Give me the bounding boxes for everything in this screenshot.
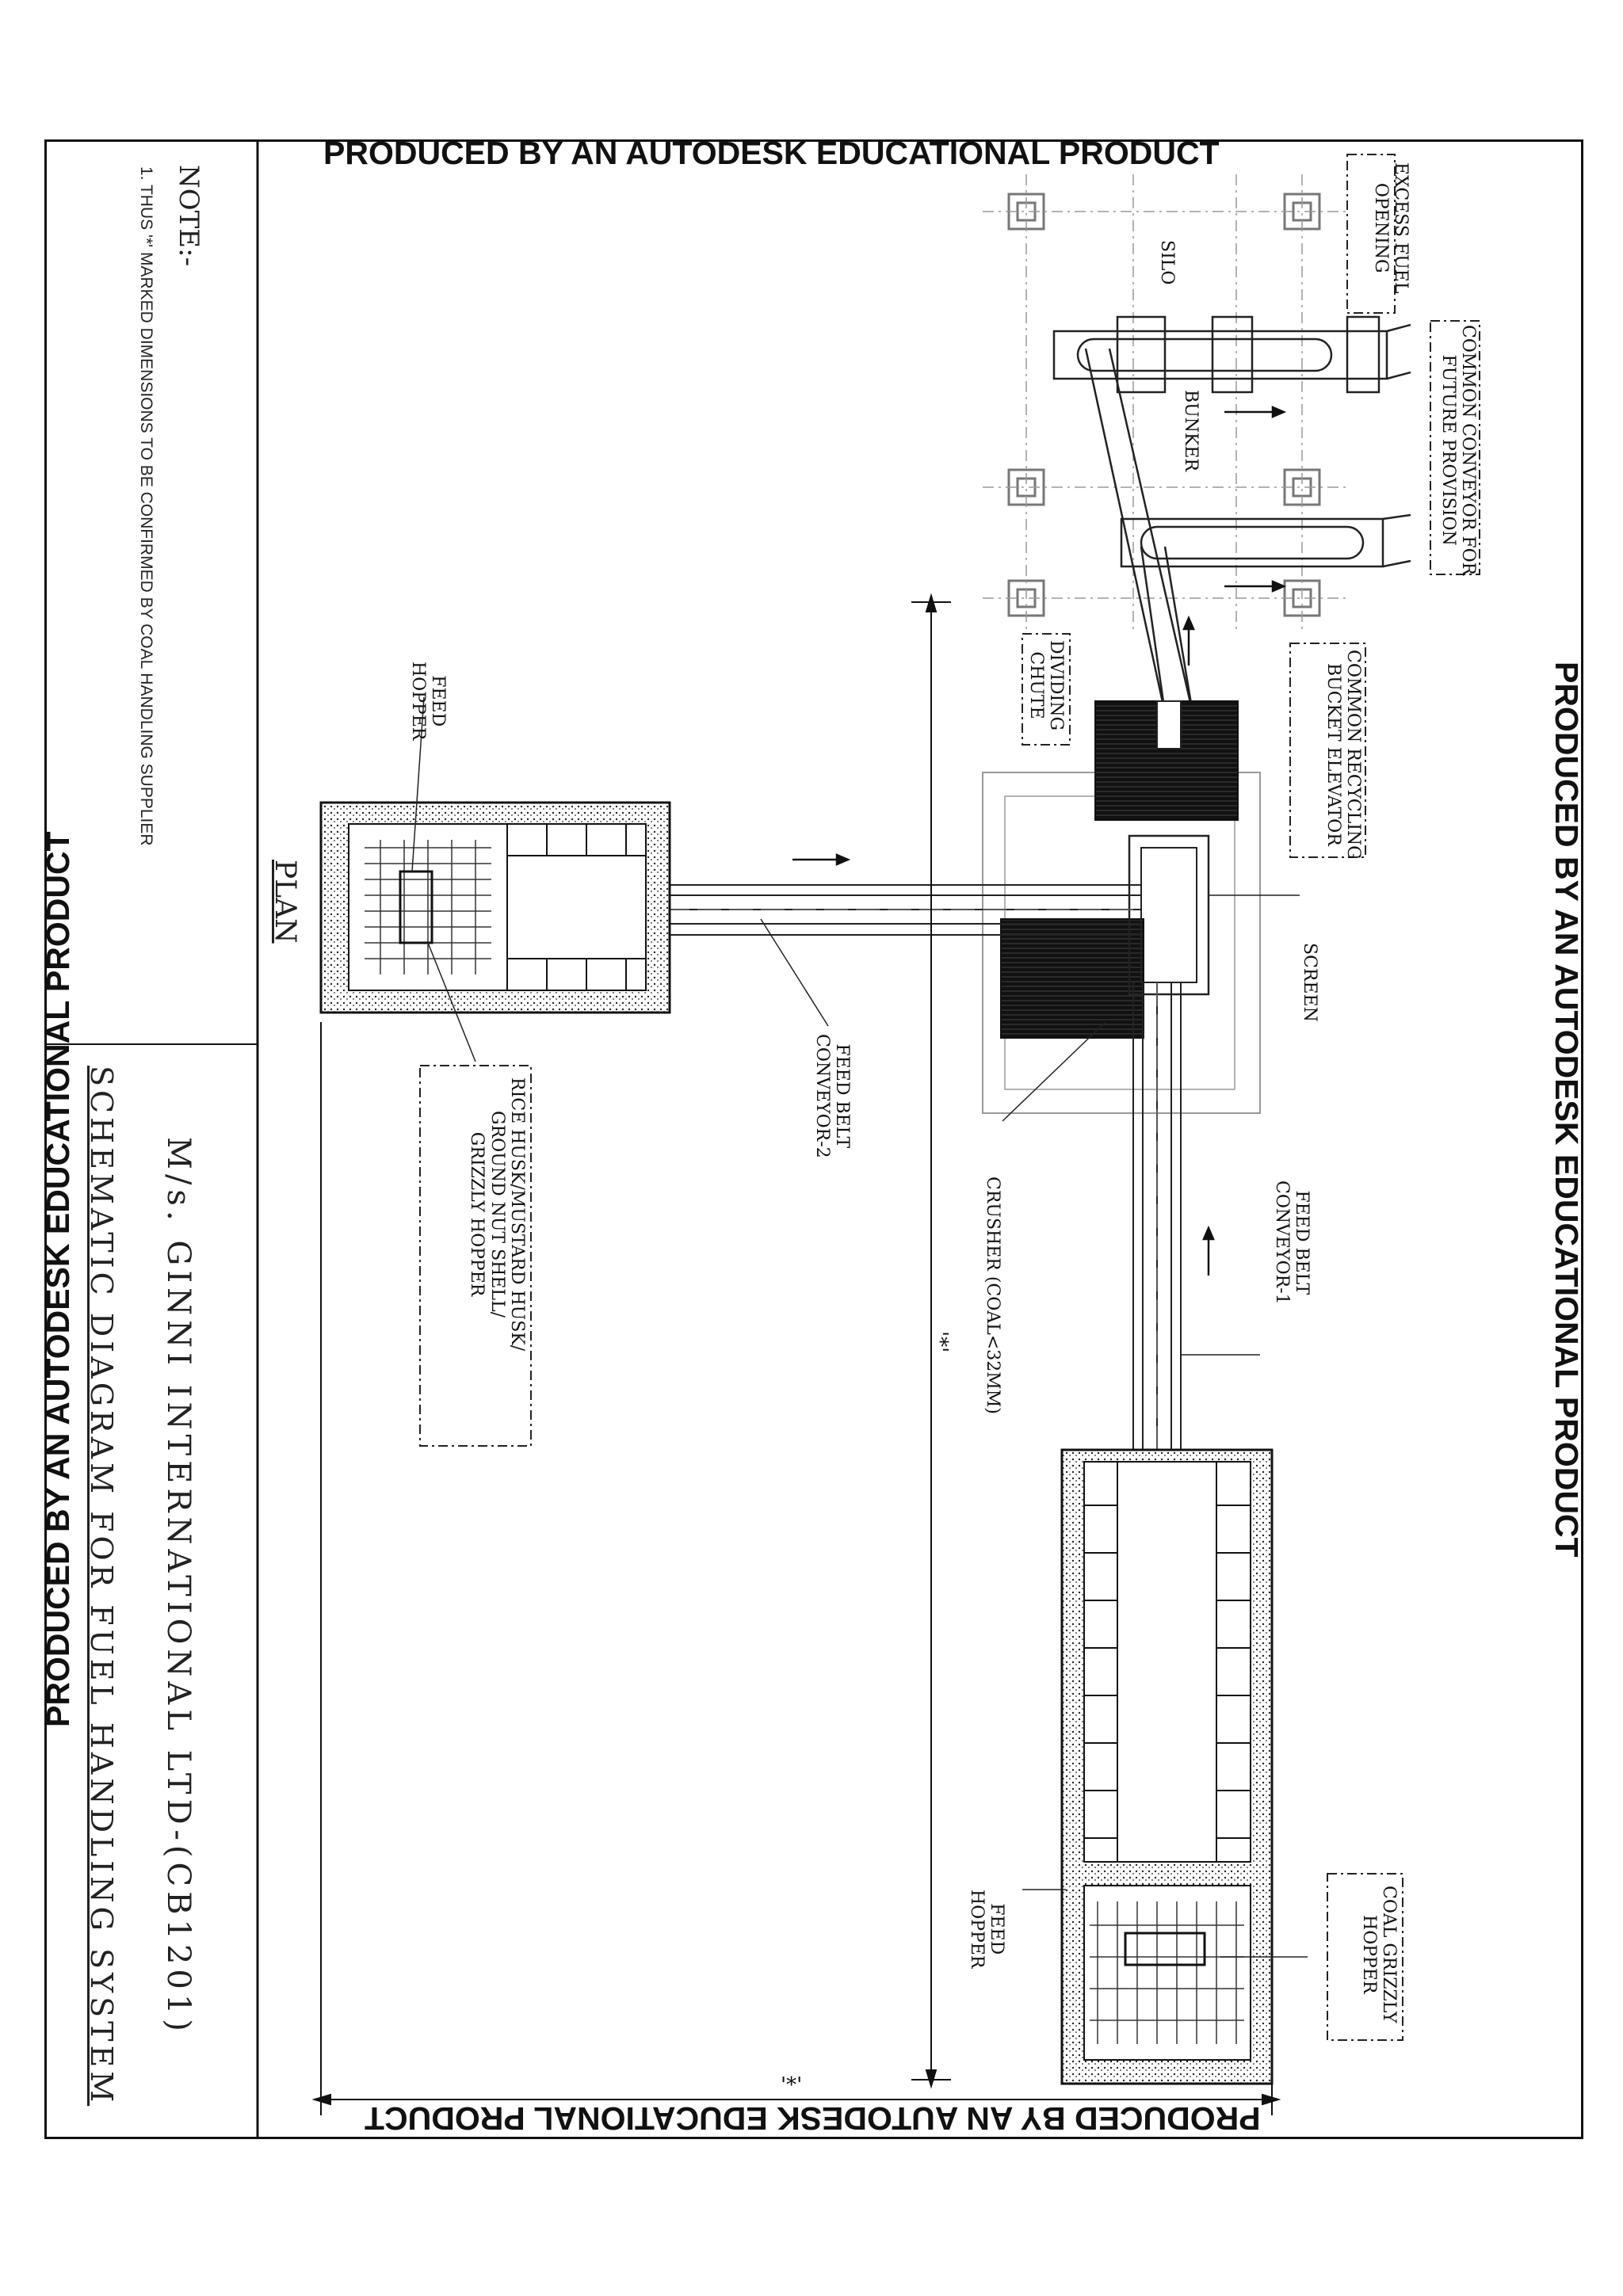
label-screen: SCREEN	[1300, 943, 1319, 1022]
callout-boxes	[420, 154, 1480, 2040]
note-title: NOTE:-	[173, 165, 204, 267]
watermark-bottom: PRODUCED BY AN AUTODESK EDUCATIONAL PRODUCT	[365, 2100, 1261, 2137]
label-dimension-bottom: '*'	[781, 2073, 803, 2097]
label-excess-fuel: EXCESS FUEL OPENING	[1370, 162, 1411, 294]
label-common-conveyor: COMMON CONVEYOR FOR FUTURE PROVISION	[1438, 325, 1478, 576]
label-dimension: '*'	[928, 1331, 952, 1353]
label-rice-husk: RICE HUSK/MUSTARD HUSK/ GROUND NUT SHELL/ GRIZZLY HOPPER	[467, 1077, 527, 1352]
feed-hopper-right	[1062, 1450, 1272, 2084]
label-silo: SILO	[1157, 240, 1177, 285]
company-title: M/s. GINNI INTERNATIONAL LTD-(CB1201)	[160, 1137, 197, 2036]
drawing-title: SCHEMATIC DIAGRAM FOR FUEL HANDLING SYSTEM	[84, 1066, 119, 2107]
label-crusher: CRUSHER (COAL<32MM)	[983, 1177, 1002, 1414]
label-bucket-elevator: COMMON RECYCLING BUCKET ELEVATOR	[1323, 650, 1363, 860]
feed-hopper-left	[321, 803, 670, 1013]
watermark-right: PRODUCED BY AN AUTODESK EDUCATIONAL PRODUCT	[1549, 662, 1585, 1558]
flow-arrows	[792, 407, 1284, 1276]
label-coal-grizzly: COAL GRIZZLY HOPPER	[1358, 1886, 1399, 2023]
label-feed-hopper-left: FEED HOPPER	[407, 662, 448, 741]
watermark-left: PRODUCED BY AN AUTODESK EDUCATIONAL PRODUCT	[40, 831, 76, 1727]
view-label: PLAN	[269, 860, 301, 944]
label-bunker: BUNKER	[1181, 390, 1201, 472]
label-feed-belt-2: FEED BELT CONVEYOR-2	[812, 1034, 852, 1158]
note-line: 1. THUS '*' MARKED DIMENSIONS TO BE CONFIRMED BY COAL HANDLING SUPPLIER	[137, 166, 155, 846]
label-dividing-chute: DIVIDING CHUTE	[1025, 640, 1066, 731]
label-feed-hopper-right: FEED HOPPER	[966, 1890, 1006, 1969]
label-feed-belt-1: FEED BELT CONVEYOR-1	[1271, 1180, 1312, 1305]
crusher	[1001, 919, 1144, 1038]
watermark-top: PRODUCED BY AN AUTODESK EDUCATIONAL PRODUCT	[323, 135, 1220, 171]
